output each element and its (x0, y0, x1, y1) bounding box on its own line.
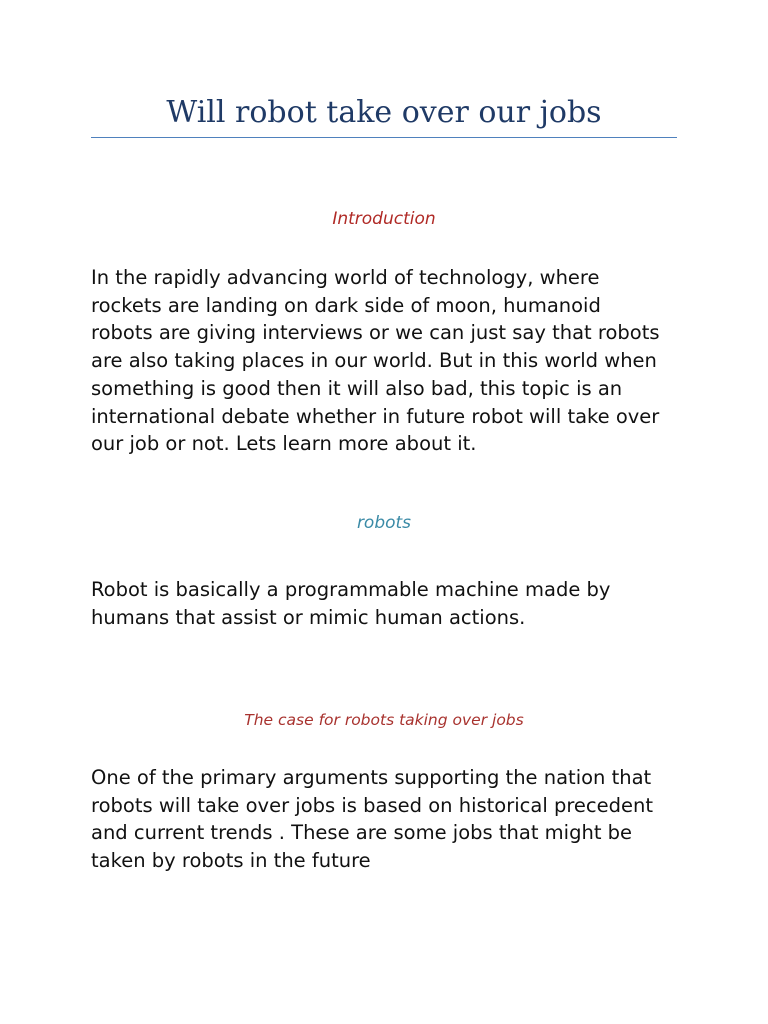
paragraph-line: robots will take over jobs is based on historical precedent (91, 793, 654, 817)
paragraph-line: international debate whether in future robot will take over (91, 404, 660, 428)
robots-paragraph (91, 576, 691, 631)
document-title: Will robot take over our jobs (166, 95, 602, 130)
paragraph-line: and current trends . These are some jobs that might be (91, 821, 633, 845)
paragraph-line: One of the primary arguments supporting the nation that (91, 766, 652, 789)
section-heading-robots: robots (356, 513, 412, 533)
title-underline-rule (91, 137, 677, 138)
paragraph-line: our job or not. Lets learn more about it. (91, 432, 477, 456)
case-paragraph (91, 764, 691, 875)
section-heading-case-for-robots: The case for robots taking over jobs (244, 711, 524, 729)
paragraph-line: taken by robots in the future (91, 849, 371, 873)
paragraph-line: something is good then it will also bad, this topic is an (91, 376, 623, 400)
paragraph-line: rockets are landing on dark side of moon, humanoid (91, 293, 601, 317)
section-heading-introduction: Introduction (332, 209, 436, 229)
paragraph-line: robots are giving interviews or we can just say that robots (91, 321, 660, 345)
paragraph-line: Robot is basically a programmable machine made by (91, 578, 611, 601)
paragraph-line: are also taking places in our world. But in this world when (91, 349, 657, 373)
paragraph-line: In the rapidly advancing world of technology, where (91, 266, 600, 289)
introduction-paragraph (91, 264, 691, 458)
paragraph-line: humans that assist or mimic human actions. (91, 605, 526, 629)
